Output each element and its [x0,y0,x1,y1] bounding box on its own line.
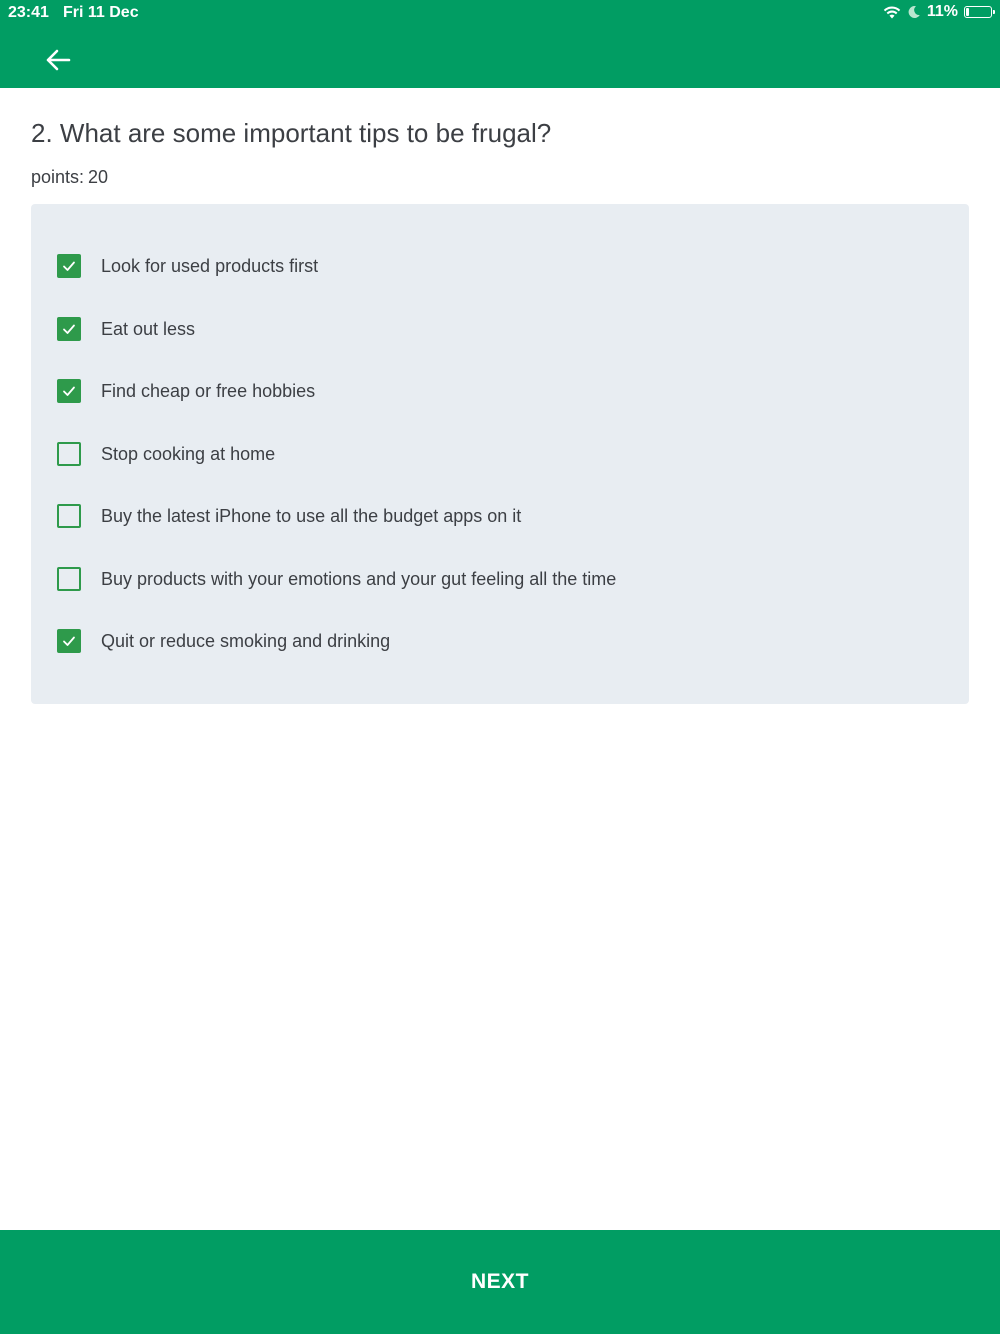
points-label: points: [31,167,85,187]
points-value: 20 [88,167,109,187]
checkbox[interactable] [57,504,81,528]
option-item[interactable] [57,434,275,474]
check-icon [62,260,76,272]
moon-icon [907,5,921,19]
checkbox[interactable] [57,629,81,653]
status-indicators [883,3,992,21]
check-icon [62,323,76,335]
app-header [0,0,1000,88]
option-label: Find cheap or free hobbies [101,380,316,401]
status-time: 23:41 [8,4,49,21]
options-panel [31,204,969,704]
checkbox[interactable] [57,442,81,466]
option-item[interactable] [57,621,390,661]
option-item[interactable] [57,309,195,349]
status-bar [0,0,1000,26]
option-item[interactable] [57,496,521,536]
question-title: 2. What are some important tips to be frugal? [31,118,552,148]
option-item[interactable] [57,371,315,411]
battery-icon [964,6,992,18]
next-button-label: NEXT [470,1270,529,1293]
battery-percent: 11% [926,3,958,20]
option-item[interactable] [57,559,616,599]
option-label: Stop cooking at home [101,443,276,464]
option-item[interactable] [57,246,318,286]
checkbox[interactable] [57,254,81,278]
back-button[interactable] [38,40,78,80]
status-date: Fri 11 Dec [63,4,139,21]
checkbox[interactable] [57,317,81,341]
check-icon [62,385,76,397]
points-line [31,167,108,188]
option-label: Quit or reduce smoking and drinking [101,630,391,651]
option-label: Buy the latest iPhone to use all the budget apps on it [101,505,522,526]
wifi-icon [883,5,901,19]
option-label: Look for used products first [101,255,319,276]
option-label: Buy products with your emotions and your gut feeling all the time [101,568,617,589]
arrow-left-icon [45,49,71,71]
check-icon [62,635,76,647]
option-label: Eat out less [101,318,196,339]
next-button[interactable] [0,1230,1000,1334]
checkbox[interactable] [57,379,81,403]
checkbox[interactable] [57,567,81,591]
